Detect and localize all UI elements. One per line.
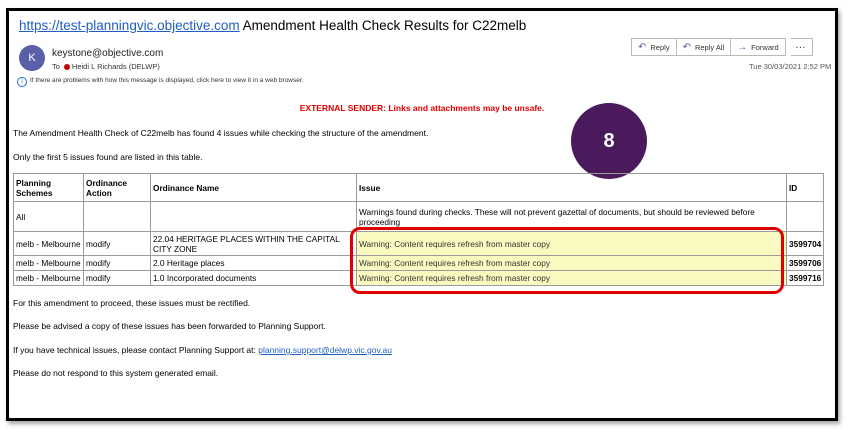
recipient-name[interactable]: Heidi L Richards (DELWP) bbox=[71, 62, 160, 71]
rectify-text: For this amendment to proceed, these issues must be rectified. bbox=[13, 298, 251, 308]
subject-text: Amendment Health Check Results for C22melb bbox=[239, 18, 527, 33]
column-header: Planning Schemes bbox=[14, 174, 84, 202]
support-contact-text bbox=[13, 345, 392, 355]
table-cell: Warnings found during checks. These will not prevent gazettal of documents, but should be reviewed before proceeding bbox=[357, 202, 787, 232]
table-cell: Warning: Content requires refresh from master copy bbox=[357, 232, 787, 256]
subject-link[interactable]: https://test-planningvic.objective.com bbox=[19, 18, 240, 33]
forward-label: Forward bbox=[751, 42, 779, 52]
support-email-link[interactable]: planning.support@delwp.vic.gov.au bbox=[258, 345, 392, 355]
info-bar-text[interactable]: If there are problems with how this message is displayed, click here to view it in a web browser. bbox=[30, 77, 304, 84]
info-icon: i bbox=[17, 77, 27, 87]
intro-text: The Amendment Health Check of C22melb has found 4 issues while checking the structure of the amendment. bbox=[13, 128, 429, 138]
table-cell: modify bbox=[84, 256, 151, 271]
column-header: Issue bbox=[357, 174, 787, 202]
reply-icon: ↶ bbox=[638, 41, 647, 53]
table-cell: melb - Melbourne bbox=[14, 256, 84, 271]
table-cell: Warning: Content requires refresh from master copy bbox=[357, 256, 787, 271]
email-window bbox=[6, 8, 838, 421]
reply-button[interactable] bbox=[631, 38, 677, 56]
forward-button[interactable] bbox=[731, 38, 786, 56]
reply-all-button[interactable] bbox=[677, 38, 732, 56]
table-cell: 22.04 HERITAGE PLACES WITHIN THE CAPITAL CITY ZONE bbox=[151, 232, 357, 256]
table-cell: All bbox=[14, 202, 84, 232]
support-prefix: If you have technical issues, please contact Planning Support at: bbox=[13, 345, 259, 355]
more-actions-button[interactable]: ··· bbox=[791, 38, 813, 56]
column-header: Ordinance Name bbox=[151, 174, 357, 202]
no-reply-text: Please do not respond to this system generated email. bbox=[13, 368, 219, 378]
table-cell bbox=[787, 202, 824, 232]
table-cell: modify bbox=[84, 271, 151, 286]
forward-icon: → bbox=[737, 41, 748, 53]
table-header-row bbox=[14, 174, 824, 202]
table-cell bbox=[84, 202, 151, 232]
email-subject bbox=[19, 18, 526, 33]
to-label: To bbox=[52, 62, 60, 71]
table-cell: modify bbox=[84, 232, 151, 256]
table-cell: Warning: Content requires refresh from master copy bbox=[357, 271, 787, 286]
avatar[interactable]: K bbox=[19, 45, 45, 71]
table-cell: 3599716 bbox=[787, 271, 824, 286]
presence-dot-icon bbox=[64, 64, 70, 70]
table-cell: 3599704 bbox=[787, 232, 824, 256]
warning-callout-box bbox=[350, 227, 784, 294]
table-cell bbox=[151, 202, 357, 232]
sender-address[interactable]: keystone@objective.com bbox=[52, 48, 164, 59]
recipient-line bbox=[52, 62, 160, 71]
column-header: ID bbox=[787, 174, 824, 202]
limit-note: Only the first 5 issues found are listed in this table. bbox=[13, 152, 203, 162]
message-actions bbox=[631, 38, 813, 56]
table-cell: melb - Melbourne bbox=[14, 232, 84, 256]
external-sender-warning: EXTERNAL SENDER: Links and attachments may be unsafe. bbox=[299, 103, 545, 113]
reply-all-icon: ↶ bbox=[682, 41, 691, 53]
table-cell: 2.0 Heritage places bbox=[151, 256, 357, 271]
step-number-badge: 8 bbox=[571, 103, 647, 179]
table-cell: melb - Melbourne bbox=[14, 271, 84, 286]
forwarded-text: Please be advised a copy of these issues has been forwarded to Planning Support. bbox=[13, 321, 326, 331]
column-header: Ordinance Action bbox=[84, 174, 151, 202]
reply-all-label: Reply All bbox=[694, 42, 725, 52]
reply-label: Reply bbox=[650, 42, 670, 52]
info-bar[interactable] bbox=[17, 77, 303, 87]
received-date: Tue 30/03/2021 2:52 PM bbox=[749, 62, 832, 71]
table-cell: 3599706 bbox=[787, 256, 824, 271]
table-cell: 1.0 Incorporated documents bbox=[151, 271, 357, 286]
